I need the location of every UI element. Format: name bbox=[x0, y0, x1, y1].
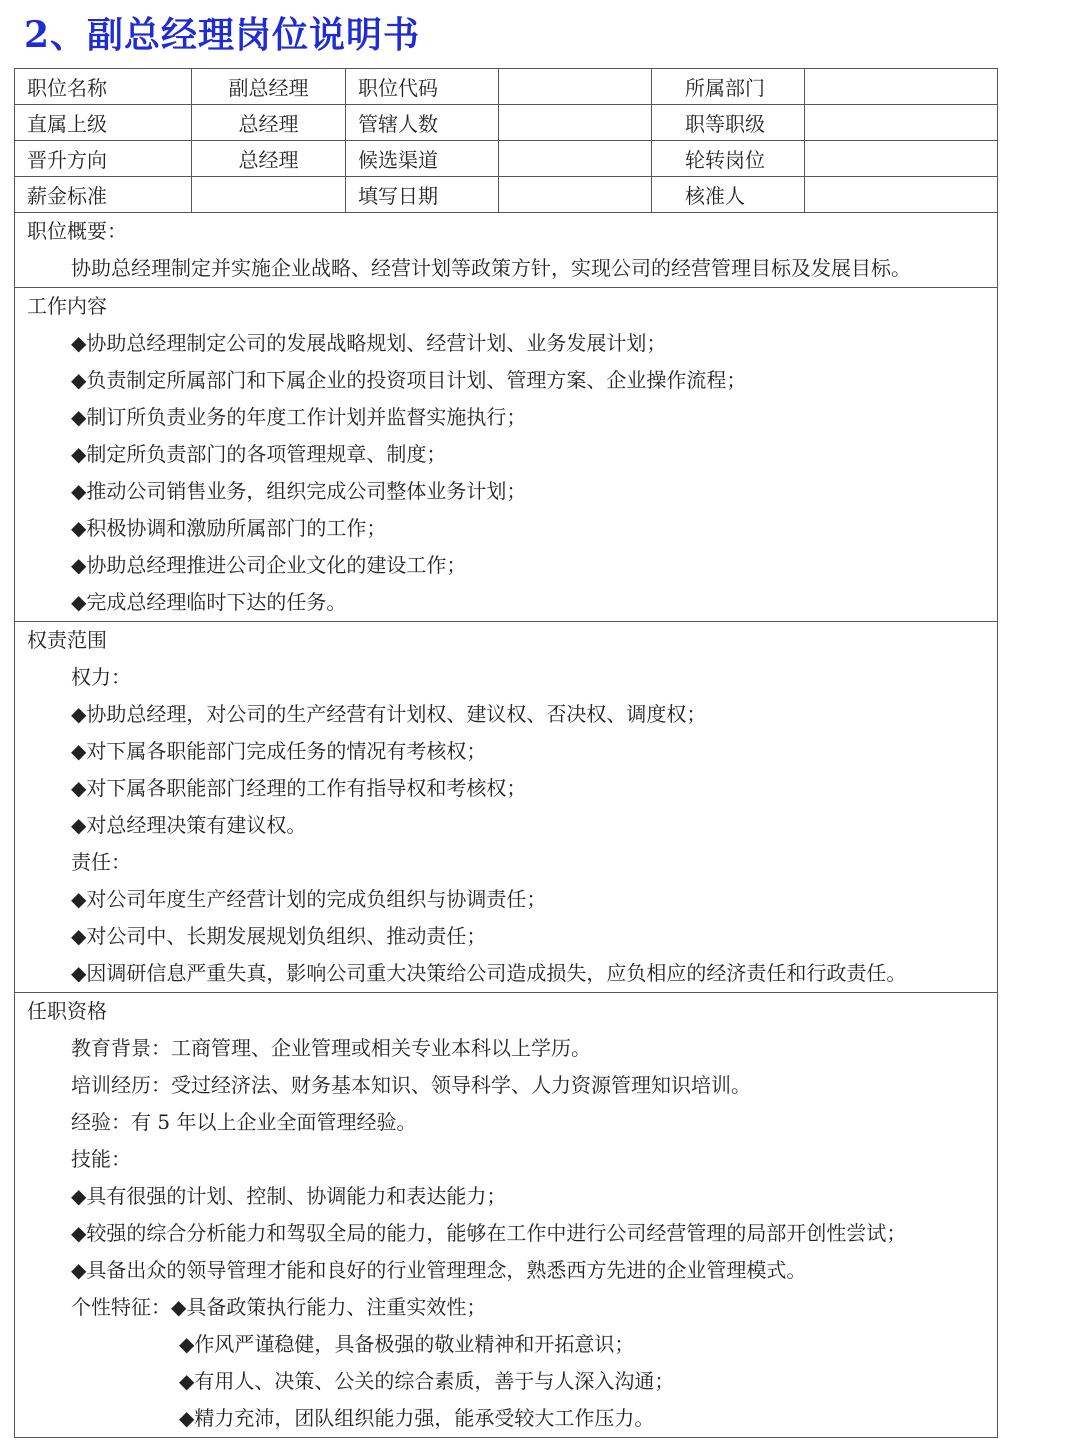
training-text: 培训经历：受过经济法、财务基本知识、领导科学、人力资源管理知识培训。 bbox=[71, 1073, 751, 1097]
field-label: 填写日期 bbox=[346, 177, 499, 213]
qualifications-label: 任职资格 bbox=[27, 999, 107, 1023]
power-item: ◆对下属各职能部门经理的工作有指导权和考核权； bbox=[71, 776, 527, 800]
personality-item: ◆有用人、决策、公关的综合素质，善于与人深入沟通； bbox=[179, 1369, 675, 1393]
responsibility-item: ◆对公司中、长期发展规划负组织、推动责任； bbox=[71, 924, 487, 948]
field-value bbox=[805, 105, 998, 141]
summary-text: 协助总经理制定并实施企业战略、经营计划等政策方针，实现公司的经营管理目标及发展目标。 bbox=[71, 256, 911, 280]
duty-item: ◆协助总经理制定公司的发展战略规划、经营计划、业务发展计划； bbox=[71, 331, 667, 355]
field-label: 晋升方向 bbox=[15, 141, 192, 177]
field-value bbox=[499, 141, 652, 177]
field-label: 管辖人数 bbox=[346, 105, 499, 141]
duty-item: ◆完成总经理临时下达的任务。 bbox=[71, 590, 347, 614]
responsibility-item: ◆对公司年度生产经营计划的完成负组织与协调责任； bbox=[71, 887, 547, 911]
summary-label: 职位概要： bbox=[27, 219, 127, 243]
job-description-table bbox=[14, 68, 998, 1438]
power-item: ◆对总经理决策有建议权。 bbox=[71, 813, 307, 837]
duty-item: ◆制订所负责业务的年度工作计划并监督实施执行； bbox=[71, 405, 527, 429]
field-label: 所属部门 bbox=[652, 69, 805, 105]
field-label: 候选渠道 bbox=[346, 141, 499, 177]
duty-item: ◆积极协调和激励所属部门的工作； bbox=[71, 516, 387, 540]
field-value: 总经理 bbox=[192, 141, 346, 177]
field-value: 总经理 bbox=[192, 105, 346, 141]
qualifications-section bbox=[15, 993, 998, 1438]
power-label: 权力： bbox=[71, 665, 131, 689]
duty-item: ◆制定所负责部门的各项管理规章、制度； bbox=[71, 442, 447, 466]
field-value bbox=[499, 69, 652, 105]
duty-item: ◆协助总经理推进公司企业文化的建设工作； bbox=[71, 553, 467, 577]
field-label: 职位名称 bbox=[15, 69, 192, 105]
personality-label: 个性特征： bbox=[71, 1295, 171, 1319]
field-label: 直属上级 bbox=[15, 105, 192, 141]
header-row bbox=[15, 141, 998, 177]
header-row bbox=[15, 69, 998, 105]
personality-item: ◆作风严谨稳健，具备极强的敬业精神和开拓意识； bbox=[179, 1332, 635, 1356]
field-value bbox=[499, 105, 652, 141]
skill-item: ◆较强的综合分析能力和驾驭全局的能力，能够在工作中进行公司经营管理的局部开创性尝试； bbox=[71, 1221, 907, 1245]
authority-section bbox=[15, 622, 998, 993]
power-item: ◆对下属各职能部门完成任务的情况有考核权； bbox=[71, 739, 487, 763]
skill-item: ◆具备出众的领导管理才能和良好的行业管理理念，熟悉西方先进的企业管理模式。 bbox=[71, 1258, 807, 1282]
field-label: 薪金标准 bbox=[15, 177, 192, 213]
experience-text: 经验：有 5 年以上企业全面管理经验。 bbox=[71, 1110, 417, 1134]
skills-label: 技能： bbox=[71, 1147, 131, 1171]
duty-item: ◆负责制定所属部门和下属企业的投资项目计划、管理方案、企业操作流程； bbox=[71, 368, 747, 392]
personality-row bbox=[15, 1289, 997, 1326]
field-value bbox=[805, 177, 998, 213]
power-item: ◆协助总经理，对公司的生产经营有计划权、建议权、否决权、调度权； bbox=[71, 702, 707, 726]
field-label: 职位代码 bbox=[346, 69, 499, 105]
education-text: 教育背景：工商管理、企业管理或相关专业本科以上学历。 bbox=[71, 1036, 591, 1060]
field-label: 轮转岗位 bbox=[652, 141, 805, 177]
duties-label: 工作内容 bbox=[27, 294, 107, 318]
personality-item: ◆精力充沛，团队组织能力强，能承受较大工作压力。 bbox=[179, 1406, 655, 1430]
field-value bbox=[805, 141, 998, 177]
field-label: 职等职级 bbox=[652, 105, 805, 141]
summary-section bbox=[15, 213, 998, 288]
skill-item: ◆具有很强的计划、控制、协调能力和表达能力； bbox=[71, 1184, 507, 1208]
responsibility-item: ◆因调研信息严重失真，影响公司重大决策给公司造成损失，应负相应的经济责任和行政责任。 bbox=[71, 961, 907, 985]
document-title: 2、副总经理岗位说明书 bbox=[24, 14, 421, 56]
field-value bbox=[192, 177, 346, 213]
personality-item: ◆具备政策执行能力、注重实效性； bbox=[171, 1295, 487, 1319]
field-label: 核准人 bbox=[652, 177, 805, 213]
duty-item: ◆推动公司销售业务，组织完成公司整体业务计划； bbox=[71, 479, 527, 503]
authority-label: 权责范围 bbox=[27, 628, 107, 652]
duties-section bbox=[15, 288, 998, 622]
header-row bbox=[15, 177, 998, 213]
header-row bbox=[15, 105, 998, 141]
responsibility-label: 责任： bbox=[71, 850, 131, 874]
field-value: 副总经理 bbox=[192, 69, 346, 105]
field-value bbox=[499, 177, 652, 213]
field-value bbox=[805, 69, 998, 105]
